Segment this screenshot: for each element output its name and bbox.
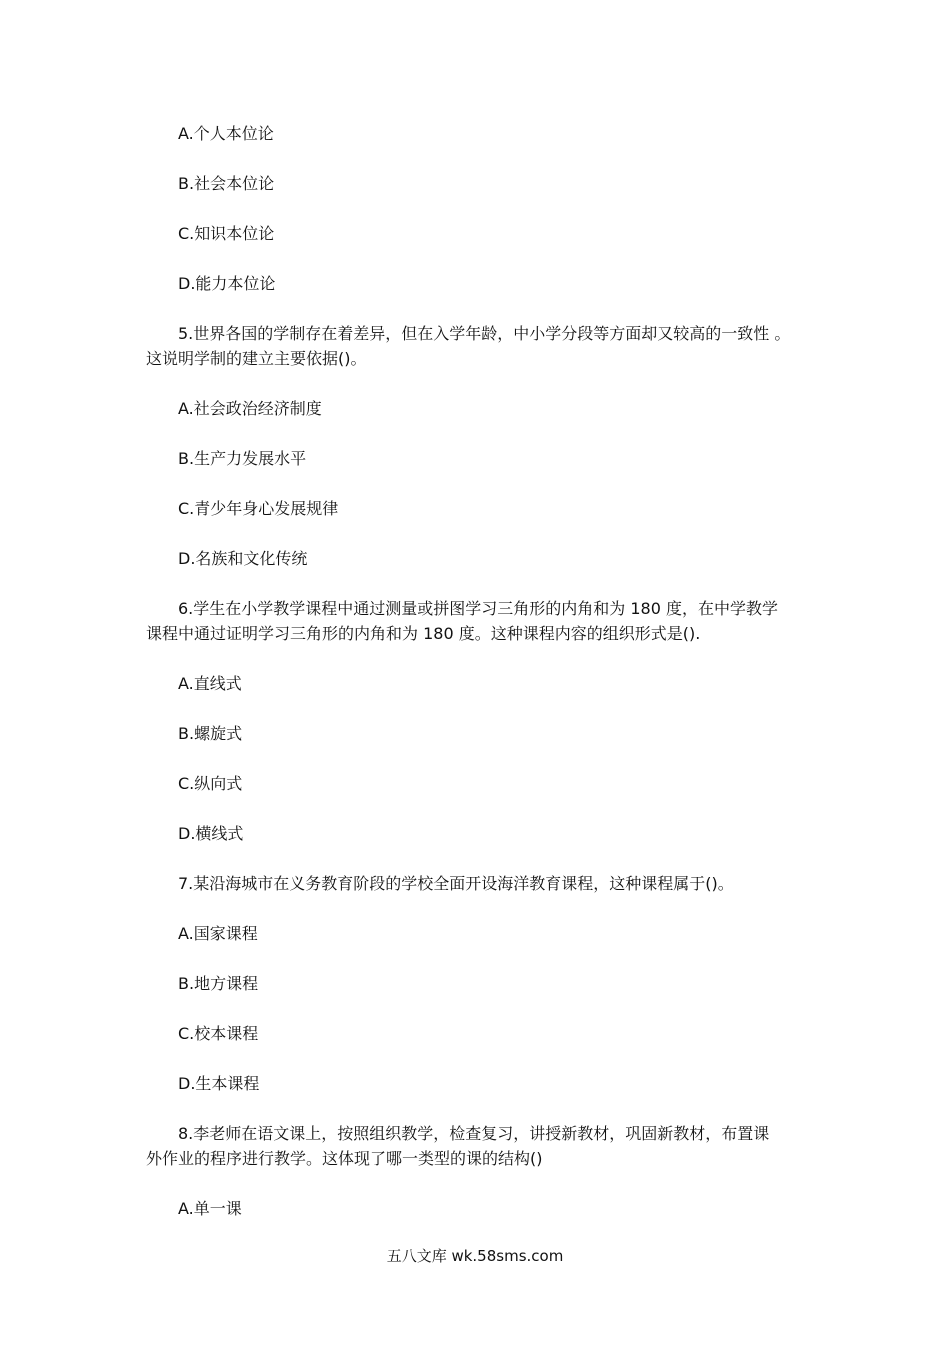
option-a-individual-standard: A.个人本位论 xyxy=(178,124,274,143)
question-7-line-1: 7.某沿海城市在义务教育阶段的学校全面开设海洋教育课程，这种课程属于()。 xyxy=(178,874,734,893)
option-d-student-course: D.生本课程 xyxy=(178,1074,260,1093)
question-5-line-1: 5.世界各国的学制存在着差异，但在入学年龄，中小学分段等方面却又较高的一致性 。 xyxy=(178,324,791,343)
option-b-social-standard: B.社会本位论 xyxy=(178,174,275,193)
question-6-line-1: 6.学生在小学教学课程中通过测量或拼图学习三角形的内角和为 180 度，在中学教学 xyxy=(178,599,778,618)
option-a-linear: A.直线式 xyxy=(178,674,242,693)
option-c-vertical: C.纵向式 xyxy=(178,774,243,793)
option-d-ability-standard: D.能力本位论 xyxy=(178,274,276,293)
question-8 xyxy=(146,1121,811,1171)
page-footer: 五八文库 wk.58sms.com xyxy=(386,1247,564,1265)
question-8-line-1: 8.李老师在语文课上，按照组织教学，检查复习，讲授新教材，巩固新教材，布置课 xyxy=(178,1124,770,1143)
question-8-line-2: 外作业的程序进行教学。这体现了哪一类型的课的结构() xyxy=(146,1149,543,1168)
option-b-productivity: B.生产力发展水平 xyxy=(178,449,307,468)
option-c-school-course: C.校本课程 xyxy=(178,1024,259,1043)
option-a-single-lesson: A.单一课 xyxy=(178,1199,242,1218)
option-c-knowledge-standard: C.知识本位论 xyxy=(178,224,275,243)
option-a-politics-economy: A.社会政治经济制度 xyxy=(178,399,322,418)
option-d-culture-tradition: D.名族和文化传统 xyxy=(178,549,308,568)
question-5 xyxy=(146,321,811,371)
option-c-youth-development: C.青少年身心发展规律 xyxy=(178,499,339,518)
question-6-line-2: 课程中通过证明学习三角形的内角和为 180 度。这种课程内容的组织形式是(). xyxy=(146,624,701,643)
question-6 xyxy=(146,596,811,646)
option-d-horizontal: D.横线式 xyxy=(178,824,244,843)
option-a-national-course: A.国家课程 xyxy=(178,924,258,943)
option-b-local-course: B.地方课程 xyxy=(178,974,259,993)
option-b-spiral: B.螺旋式 xyxy=(178,724,243,743)
question-7 xyxy=(146,871,811,896)
question-5-line-2: 这说明学制的建立主要依据()。 xyxy=(146,349,367,368)
